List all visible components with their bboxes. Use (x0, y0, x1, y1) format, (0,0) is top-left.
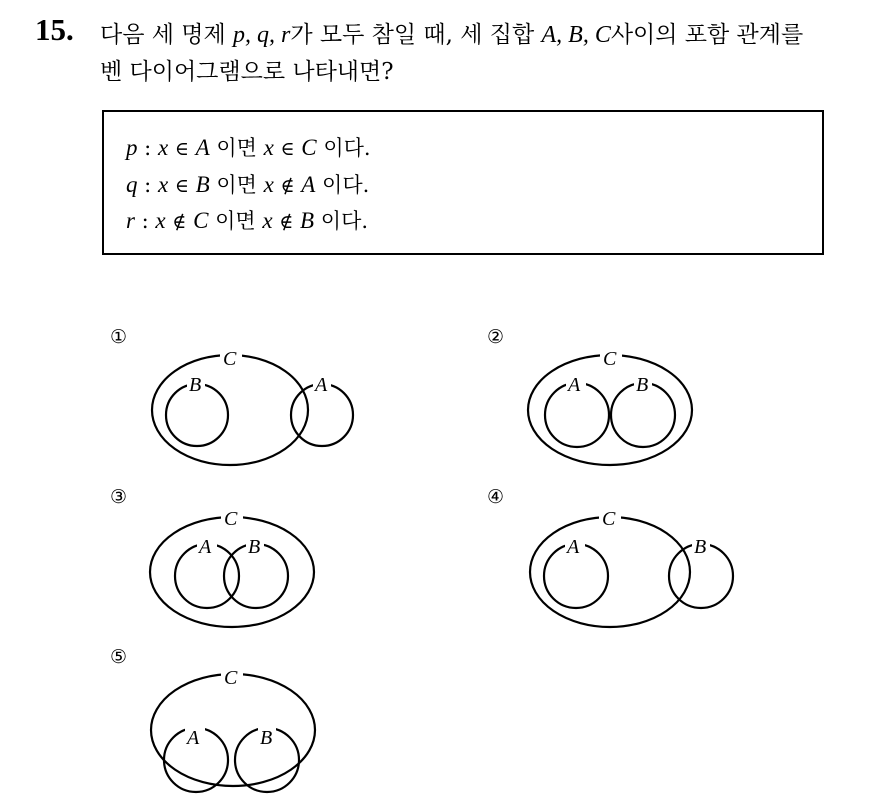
condition-variable: x (263, 135, 274, 160)
choice-number: ① (110, 326, 128, 348)
condition-q: q : x ∈ B 이면 x ∉ A 이다. (126, 172, 370, 197)
condition-connector: 이면 (215, 209, 256, 233)
label-a: A (315, 374, 328, 396)
condition-ending: 이다. (320, 209, 369, 233)
condition-variable: x (262, 208, 273, 233)
condition-operator: ∈ (174, 175, 189, 197)
set-names: A, B, C (541, 22, 611, 48)
question-text-c: 사이의 포함 관계를 (610, 22, 804, 48)
question-number: 15. (35, 12, 74, 47)
label-b: B (694, 536, 707, 558)
question-line-2: 벤 다이어그램으로 나타내면? (100, 59, 394, 85)
condition-operator: ∉ (279, 211, 294, 233)
label-c: C (224, 667, 238, 689)
choice-2[interactable] (487, 326, 692, 465)
label-b: B (636, 374, 649, 396)
condition-operator: ∉ (280, 175, 295, 197)
choice-3[interactable] (110, 486, 314, 627)
condition-p: p : x ∈ A 이면 x ∈ C 이다. (126, 135, 371, 160)
venn-set-c (528, 355, 692, 465)
choice-number: ② (487, 326, 505, 348)
label-c: C (223, 348, 237, 370)
condition-variable: x (157, 172, 169, 197)
choice-1[interactable] (110, 326, 353, 465)
label-a: A (568, 374, 581, 396)
choice-4[interactable] (487, 486, 733, 627)
condition-connector: 이면 (216, 173, 257, 197)
label-c: C (224, 508, 238, 530)
label-c: C (603, 348, 617, 370)
condition-operator: ∈ (280, 138, 295, 160)
venn-set-c (530, 517, 690, 627)
condition-set: C (193, 208, 209, 233)
condition-operator: ∈ (174, 138, 189, 160)
label-c: C (602, 508, 616, 530)
venn-set-c (151, 674, 315, 786)
condition-variable: x (157, 135, 169, 160)
condition-variable: x (263, 172, 274, 197)
condition-operator: ∉ (172, 211, 187, 233)
condition-r: r : x ∉ C 이면 x ∉ B 이다. (126, 208, 369, 233)
condition-name: r (126, 208, 135, 233)
venn-set-c (152, 355, 308, 465)
condition-set: B (300, 208, 315, 233)
question-text-b: 가 모두 참일 때, 세 집합 (290, 22, 542, 48)
label-b: B (248, 536, 261, 558)
condition-set: A (195, 135, 210, 160)
condition-connector: 이면 (216, 136, 257, 160)
condition-ending: 이다. (323, 136, 371, 160)
choice-5[interactable] (110, 646, 315, 792)
proposition-variables: p, q, r (233, 22, 291, 48)
condition-ending: 이다. (322, 173, 370, 197)
condition-set: C (301, 135, 317, 160)
condition-name: q (126, 172, 138, 197)
label-b: B (189, 374, 202, 396)
question-text-a: 다음 세 명제 (100, 22, 234, 48)
condition-set: A (301, 172, 316, 197)
label-a: A (199, 536, 212, 558)
choice-number: ④ (487, 486, 505, 508)
label-a: A (187, 727, 200, 749)
condition-variable: x (155, 208, 166, 233)
condition-set: B (195, 172, 210, 197)
label-b: B (260, 727, 273, 749)
choice-number: ⑤ (110, 646, 128, 668)
label-a: A (567, 536, 580, 558)
choice-number: ③ (110, 486, 128, 508)
condition-name: p (126, 135, 138, 160)
